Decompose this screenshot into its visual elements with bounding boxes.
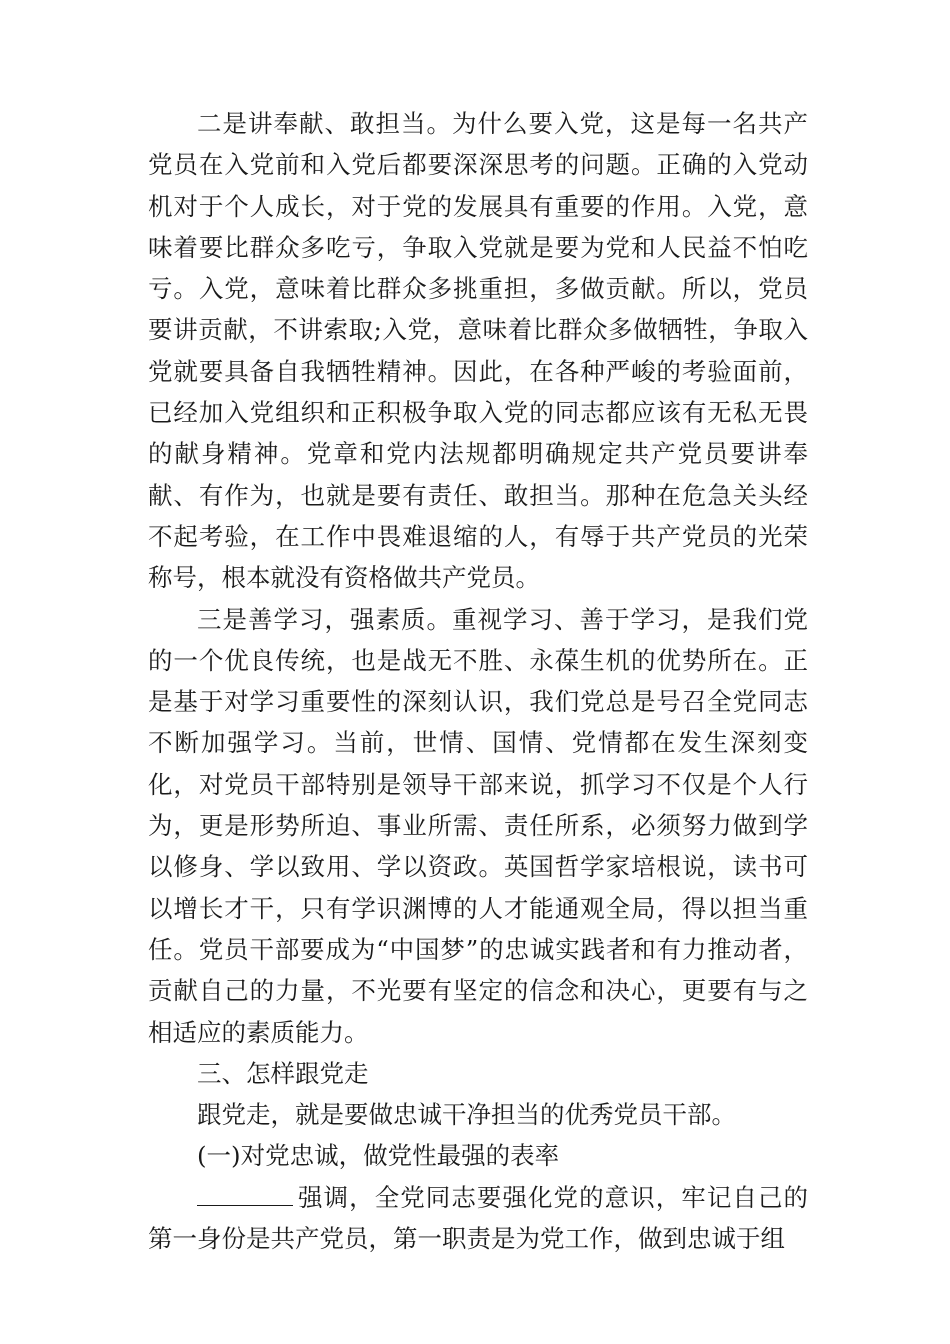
section-heading-how-to-follow: 三、怎样跟党走 — [197, 1058, 369, 1088]
document-page — [148, 103, 808, 1259]
paragraph-party-consciousness-text: 强调，全党同志要强化党的意识，牢记自己的第一身份是共产党员，第一职责是为党工作，做到忠诚于组 — [148, 1182, 808, 1254]
paragraph-party-consciousness — [148, 1177, 808, 1260]
paragraph-learning: 三是善学习，强素质。重视学习、善于学习，是我们党的一个优良传统，也是战无不胜、永葆生机的优势所在。正是基于对学习重要性的深刻认识，我们党总是号召全党同志不断加强学习。当前，世情、国情、党情都在发生深刻变化，对党员干部特别是领导干部来说，抓学习不仅是个人行为，更是形势所迫、事业所需、责任所系，必须努力做到学以修身、学以致用、学以资政。英国哲学家培根说，读书可以增长才干，只有学识渊博的人才能通观全局，得以担当重任。党员干部要成为“中国梦”的忠诚实践者和有力推动者，贡献自己的力量，不光要有坚定的信念和决心，更要有与之相适应的素质能力。 — [148, 604, 808, 1047]
fill-in-blank — [197, 1179, 293, 1206]
subheading-loyalty: (一)对党忠诚，做党性最强的表率 — [197, 1141, 560, 1171]
paragraph-contribution: 二是讲奉献、敢担当。为什么要入党，这是每一名共产党员在入党前和入党后都要深深思考的问题。正确的入党动机对于个人成长，对于党的发展具有重要的作用。入党，意味着要比群众多吃亏，争取入党就是要为党和人民益不怕吃亏。入党，意味着比群众多挑重担，多做贡献。所以，党员要讲贡献，不讲索取;入党，意味着比群众多做牺牲，争取入党就要具备自我牺牲精神。因此，在各种严峻的考验面前，已经加入党组织和正积极争取入党的同志都应该有无私无畏的献身精神。党章和党内法规都明确规定共产党员要讲奉献、有作为，也就是要有责任、敢担当。那种在危急关头经不起考验，在工作中畏难退缩的人，有辱于共产党员的光荣称号，根本就没有资格做共产党员。 — [148, 109, 808, 593]
paragraph-follow-party: 跟党走，就是要做忠诚干净担当的优秀党员干部。 — [197, 1100, 736, 1130]
